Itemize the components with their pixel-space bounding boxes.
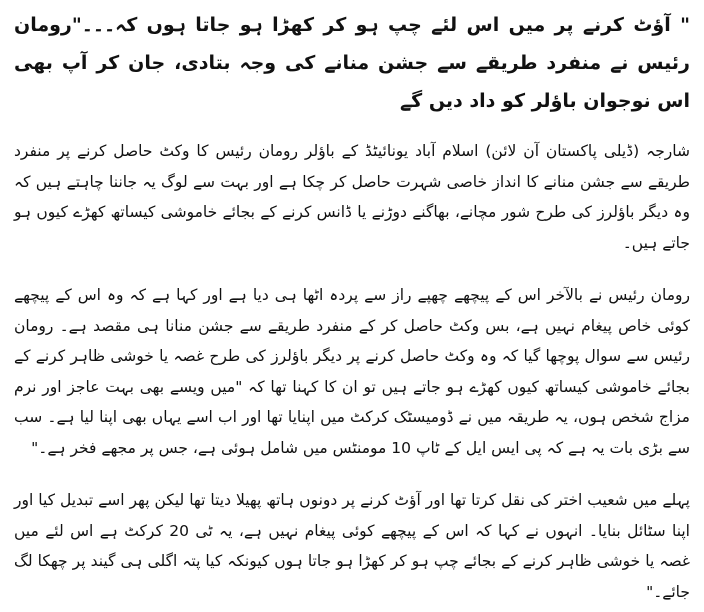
article-paragraph: پہلے میں شعیب اختر کی نقل کرتا تھا اور آؤٹ کرنے پر دونوں ہاتھ پھیلا دیتا تھا لیکن پھر اسے تبدیل کیا اور اپنا سٹائل بنایا۔ انہوں نے کہا کہ اس کے پیچھے کوئی پیغام نہیں ہے، یہ ٹی 20 کرکٹ ہے اس لئے میں غصہ یا خوشی ظاہر کرنے کے بجائے چپ ہو کر کھڑا ہو جاتا ہوں کیونکہ کیا پتہ اگلی ہی گیند پر چھکا لگ جائے۔"	[14, 491, 690, 601]
article-paragraph: رومان رئیس نے بالآخر اس کے پیچھے چھپے راز سے پردہ اٹھا ہی دیا ہے اور کہا ہے کہ وہ اس کے پیچھے کوئی خاص پیغام نہیں ہے، بس وکٹ حاصل کر کے منفرد طریقے سے جشن منانا ہی مقصد ہے۔ رومان رئیس سے سوال پوچھا گیا کہ وہ وکٹ حاصل کرنے پر دیگر باؤلرز کی طرح غصہ یا خوشی ظاہر کرنے کے بجائے خاموشی کیساتھ کیوں کھڑے ہو جاتے ہیں تو ان کا کہنا تھا کہ "میں ویسے بھی بہت عاجز اور نرم مزاج شخص ہوں، یہ طریقہ میں نے ڈومیسٹک کرکٹ میں اپنایا تھا اور اب اسے یہاں بھی اپنا لیا ہے۔ سب سے بڑی بات یہ ہے کہ پی ایس ایل کے ٹاپ 10 مومنٹس میں شامل ہوئی ہے، جس پر مجھے فخر ہے۔"	[14, 286, 690, 457]
article-headline: " آؤٹ کرنے پر میں اس لئے چپ ہو کر کھڑا ہو جاتا ہوں کہ۔۔۔"رومان رئیس نے منفرد طریقے سے جشن منانے کی وجہ بتادی، جان کر آپ بھی اس نوجوان باؤلر کو داد دیں گے	[14, 14, 690, 112]
article-paragraph: شارجہ (ڈیلی پاکستان آن لائن) اسلام آباد یونائیٹڈ کے باؤلر رومان رئیس کا وکٹ حاصل کرنے پر منفرد طریقے سے جشن منانے کا انداز خاصی شہرت حاصل کر چکا ہے اور بہت سے لوگ یہ جاننا چاہتے ہیں کہ وہ دیگر باؤلرز کی طرح شور مچانے، بھاگنے دوڑنے یا ڈانس کرنے کے بجائے خاموشی کیساتھ کھڑے کیوں ہو جاتے ہیں۔	[14, 142, 690, 252]
